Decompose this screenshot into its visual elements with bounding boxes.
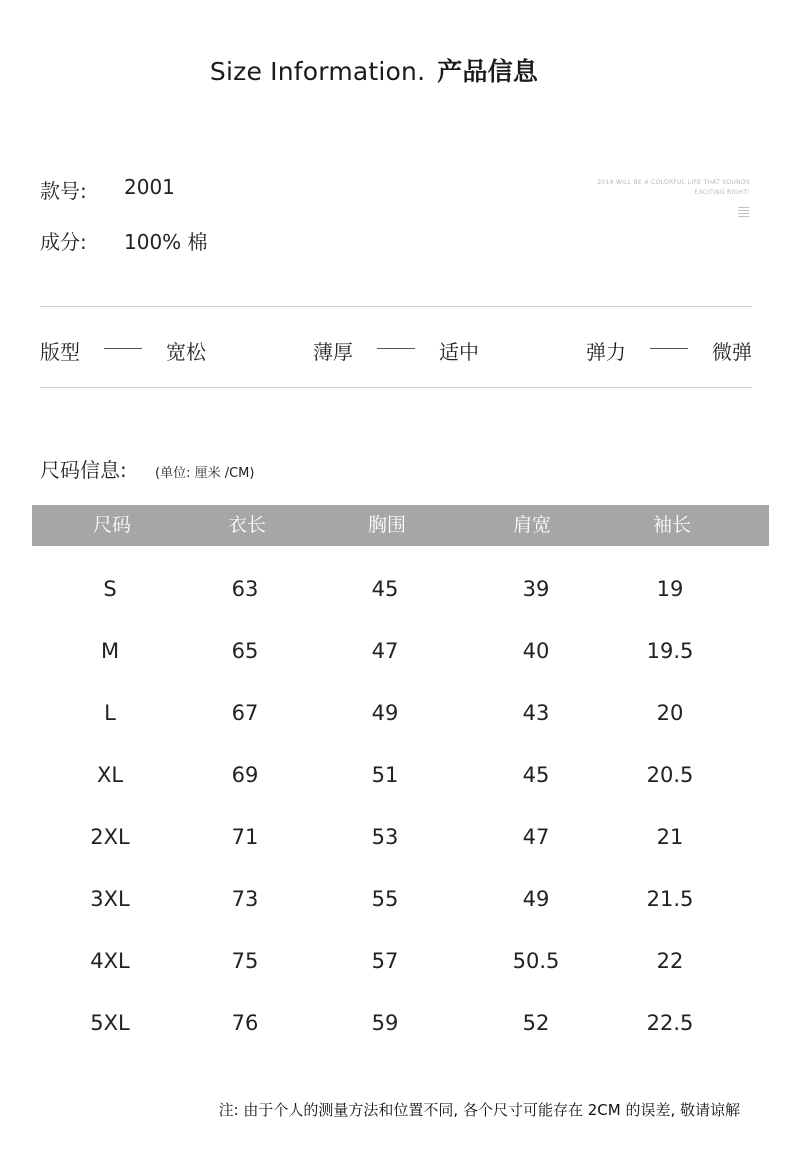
table-row [0, 879, 790, 919]
cell-sleeve: 21 [656, 825, 684, 849]
cell-sleeve: 21.5 [646, 887, 694, 911]
cell-shoulder: 40 [522, 639, 550, 663]
cell-sleeve: 22.5 [646, 1011, 694, 1035]
style-number-label: 款号: [40, 179, 87, 203]
attribute-thickness-value: 适中 [439, 340, 479, 364]
cell-size: 2XL [90, 825, 130, 849]
attribute-elasticity-dash [650, 348, 688, 349]
cell-size: 4XL [90, 949, 130, 973]
cell-shoulder: 47 [522, 825, 550, 849]
cell-shoulder: 50.5 [512, 949, 560, 973]
cell-chest: 49 [371, 701, 399, 725]
cell-shoulder: 52 [522, 1011, 550, 1035]
attribute-thickness-dash [377, 348, 415, 349]
divider-bottom [40, 387, 752, 388]
cell-length: 76 [231, 1011, 259, 1035]
table-row [0, 755, 790, 795]
cell-shoulder: 39 [522, 577, 550, 601]
header-shoulder: 肩宽 [512, 514, 551, 536]
cell-sleeve: 20 [656, 701, 684, 725]
attribute-thickness-label: 薄厚 [313, 340, 353, 364]
attribute-fit-label: 版型 [40, 340, 80, 364]
size-unit-label: (单位: 厘米 /CM) [155, 466, 255, 481]
cell-chest: 59 [371, 1011, 399, 1035]
cell-chest: 55 [371, 887, 399, 911]
header-size: 尺码 [92, 514, 131, 536]
cell-length: 65 [231, 639, 259, 663]
divider-top [40, 306, 752, 307]
table-row [0, 631, 790, 671]
cell-size: S [103, 577, 117, 601]
attribute-fit-dash [104, 348, 142, 349]
cell-shoulder: 45 [522, 763, 550, 787]
cell-chest: 47 [371, 639, 399, 663]
cell-size: 5XL [90, 1011, 130, 1035]
cell-chest: 45 [371, 577, 399, 601]
cell-length: 71 [231, 825, 259, 849]
cell-shoulder: 49 [522, 887, 550, 911]
cell-size: M [100, 639, 120, 663]
list-icon [738, 207, 749, 219]
table-row [0, 1003, 790, 1043]
cell-chest: 57 [371, 949, 399, 973]
cell-size: 3XL [90, 887, 130, 911]
attribute-elasticity-label: 弹力 [586, 340, 626, 364]
header-chest: 胸围 [367, 514, 406, 536]
title-chinese: 产品信息 [437, 57, 539, 86]
watermark-line-2: EXCITING RIGHT! [694, 189, 750, 196]
watermark-line-1: 2019 WILL BE A COLORFUL LIFE THAT SOUNDS [597, 179, 750, 186]
size-info-heading: 尺码信息: [40, 458, 127, 482]
cell-length: 73 [231, 887, 259, 911]
table-row [0, 569, 790, 609]
attribute-fit-value: 宽松 [166, 340, 206, 364]
cell-shoulder: 43 [522, 701, 550, 725]
watermark-text [550, 178, 750, 198]
cell-size: XL [96, 763, 124, 787]
attribute-elasticity-value: 微弹 [712, 340, 752, 364]
cell-chest: 53 [371, 825, 399, 849]
cell-sleeve: 19 [656, 577, 684, 601]
cell-sleeve: 19.5 [646, 639, 694, 663]
material-label: 成分: [40, 230, 87, 254]
header-sleeve: 袖长 [652, 514, 691, 536]
cell-chest: 51 [371, 763, 399, 787]
table-row [0, 941, 790, 981]
table-row [0, 693, 790, 733]
style-number-value: 2001 [124, 175, 175, 199]
cell-sleeve: 20.5 [646, 763, 694, 787]
cell-length: 69 [231, 763, 259, 787]
page-title [0, 52, 748, 88]
cell-size: L [104, 701, 116, 725]
size-table-header [32, 505, 769, 546]
cell-sleeve: 22 [656, 949, 684, 973]
title-english: Size Information. [209, 57, 426, 86]
table-row [0, 817, 790, 857]
cell-length: 63 [231, 577, 259, 601]
measurement-note: 注: 由于个人的测量方法和位置不同, 各个尺寸可能存在 2CM 的误差, 敬请谅解 [218, 1101, 740, 1119]
header-length: 衣长 [227, 514, 266, 536]
cell-length: 67 [231, 701, 259, 725]
cell-length: 75 [231, 949, 259, 973]
material-value: 100% 棉 [124, 230, 208, 254]
